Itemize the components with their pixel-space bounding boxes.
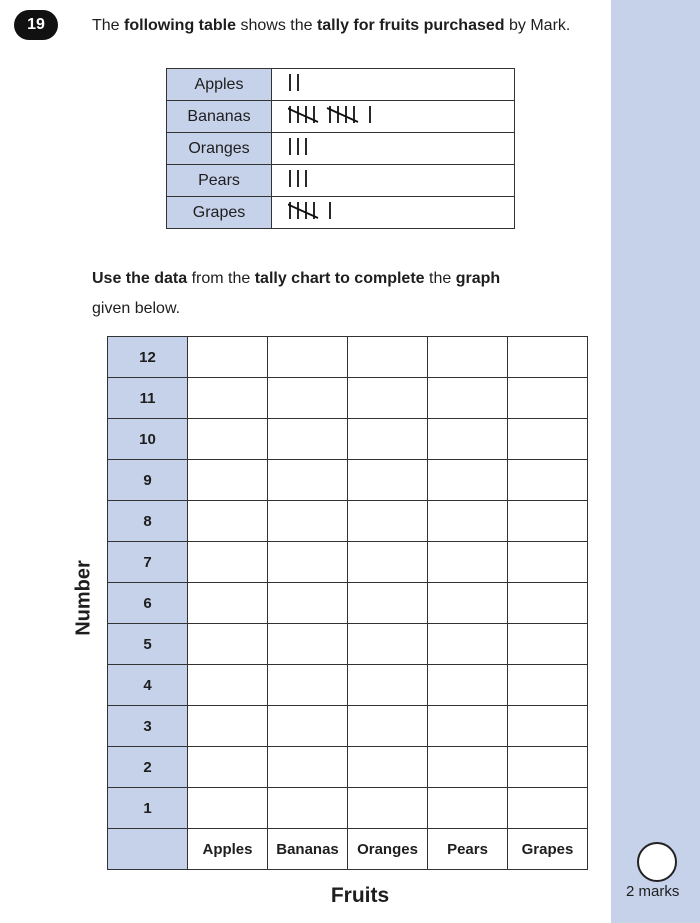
grid-cell[interactable] — [428, 788, 508, 829]
tally-marks — [288, 134, 488, 158]
y-tick-label: 2 — [108, 747, 188, 788]
grid-row — [108, 624, 588, 665]
tally-row — [167, 165, 515, 197]
grid-cell[interactable] — [188, 542, 268, 583]
tally-marks-cell — [272, 165, 515, 197]
grid-cell[interactable] — [268, 583, 348, 624]
grid-cell[interactable] — [428, 419, 508, 460]
grid-cell[interactable] — [508, 747, 588, 788]
y-tick-label: 7 — [108, 542, 188, 583]
grid-cell[interactable] — [348, 419, 428, 460]
grid-cell[interactable] — [428, 542, 508, 583]
grid-cell[interactable] — [428, 665, 508, 706]
tally-marks — [288, 166, 488, 190]
grid-cell[interactable] — [508, 378, 588, 419]
tally-marks — [288, 198, 488, 222]
grid-row — [108, 542, 588, 583]
y-tick-label: 3 — [108, 706, 188, 747]
y-tick-label: 6 — [108, 583, 188, 624]
grid-cell[interactable] — [508, 624, 588, 665]
bar-graph-grid — [107, 336, 588, 870]
grid-cell[interactable] — [428, 501, 508, 542]
x-tick-label: Oranges — [348, 829, 428, 870]
grid-row — [108, 747, 588, 788]
grid-row — [108, 501, 588, 542]
grid-cell[interactable] — [268, 624, 348, 665]
grid-cell[interactable] — [428, 706, 508, 747]
y-axis-label: Number — [72, 560, 95, 636]
x-tick-label: Bananas — [268, 829, 348, 870]
y-tick-label: 9 — [108, 460, 188, 501]
grid-cell[interactable] — [508, 665, 588, 706]
grid-cell[interactable] — [508, 788, 588, 829]
grid-row — [108, 337, 588, 378]
grid-cell[interactable] — [268, 788, 348, 829]
tally-row — [167, 133, 515, 165]
grid-cell[interactable] — [508, 583, 588, 624]
grid-cell[interactable] — [508, 501, 588, 542]
grid-cell[interactable] — [348, 378, 428, 419]
grid-cell[interactable] — [188, 419, 268, 460]
grid-cell[interactable] — [428, 378, 508, 419]
grid-cell[interactable] — [428, 583, 508, 624]
tally-row — [167, 69, 515, 101]
y-tick-label: 10 — [108, 419, 188, 460]
grid-cell[interactable] — [428, 747, 508, 788]
tally-table — [166, 68, 515, 229]
grid-cell[interactable] — [508, 542, 588, 583]
x-tick-label: Grapes — [508, 829, 588, 870]
grid-cell[interactable] — [348, 460, 428, 501]
grid-corner — [108, 829, 188, 870]
marks-circle — [637, 842, 677, 882]
question-intro: The following table shows the tally for fruits purchased by Mark. — [92, 17, 571, 34]
grid-cell[interactable] — [348, 747, 428, 788]
y-tick-label: 1 — [108, 788, 188, 829]
tally-row — [167, 197, 515, 229]
grid-cell[interactable] — [348, 706, 428, 747]
grid-cell[interactable] — [188, 788, 268, 829]
grid-cell[interactable] — [348, 501, 428, 542]
grid-cell[interactable] — [508, 460, 588, 501]
tally-fruit-name: Oranges — [167, 133, 272, 165]
grid-row — [108, 419, 588, 460]
tally-row — [167, 101, 515, 133]
grid-row — [108, 706, 588, 747]
instruction-text: Use the data from the tally chart to complete the graph given below. — [92, 270, 501, 317]
y-tick-label: 5 — [108, 624, 188, 665]
grid-row — [108, 460, 588, 501]
grid-cell[interactable] — [428, 337, 508, 378]
grid-cell[interactable] — [348, 665, 428, 706]
grid-cell[interactable] — [188, 665, 268, 706]
grid-cell[interactable] — [268, 706, 348, 747]
grid-cell[interactable] — [348, 583, 428, 624]
tally-fruit-name: Grapes — [167, 197, 272, 229]
tally-marks — [288, 70, 488, 94]
y-tick-label: 12 — [108, 337, 188, 378]
marks-label: 2 marks — [626, 883, 680, 900]
tally-marks — [288, 102, 488, 126]
grid-cell[interactable] — [508, 337, 588, 378]
grid-cell[interactable] — [268, 665, 348, 706]
grid-cell[interactable] — [268, 542, 348, 583]
grid-cell[interactable] — [508, 419, 588, 460]
grid-cell[interactable] — [188, 337, 268, 378]
x-tick-label: Pears — [428, 829, 508, 870]
grid-cell[interactable] — [188, 624, 268, 665]
grid-cell[interactable] — [428, 624, 508, 665]
grid-cell[interactable] — [268, 419, 348, 460]
grid-row — [108, 788, 588, 829]
answer-margin — [611, 0, 700, 923]
grid-cell[interactable] — [268, 460, 348, 501]
grid-cell[interactable] — [268, 378, 348, 419]
tally-fruit-name: Pears — [167, 165, 272, 197]
tally-marks-cell — [272, 101, 515, 133]
question-number-badge: 19 — [14, 10, 58, 40]
grid-cell[interactable] — [188, 501, 268, 542]
tally-marks-cell — [272, 69, 515, 101]
grid-cell[interactable] — [188, 583, 268, 624]
grid-cell[interactable] — [348, 337, 428, 378]
grid-cell[interactable] — [268, 337, 348, 378]
x-tick-label: Apples — [188, 829, 268, 870]
y-tick-label: 4 — [108, 665, 188, 706]
grid-cell[interactable] — [188, 706, 268, 747]
grid-cell[interactable] — [188, 460, 268, 501]
tally-marks-cell — [272, 133, 515, 165]
tally-marks-cell — [272, 197, 515, 229]
grid-cell[interactable] — [348, 542, 428, 583]
tally-fruit-name: Apples — [167, 69, 272, 101]
y-tick-label: 8 — [108, 501, 188, 542]
grid-cell[interactable] — [268, 501, 348, 542]
grid-cell[interactable] — [428, 460, 508, 501]
x-axis-label: Fruits — [330, 884, 390, 907]
tally-fruit-name: Bananas — [167, 101, 272, 133]
grid-cell[interactable] — [188, 747, 268, 788]
y-tick-label: 11 — [108, 378, 188, 419]
grid-cell[interactable] — [268, 747, 348, 788]
grid-row — [108, 665, 588, 706]
grid-cell[interactable] — [348, 624, 428, 665]
grid-cell[interactable] — [508, 706, 588, 747]
grid-row — [108, 378, 588, 419]
grid-cell[interactable] — [348, 788, 428, 829]
grid-cell[interactable] — [188, 378, 268, 419]
x-axis-row — [108, 829, 588, 870]
grid-row — [108, 583, 588, 624]
